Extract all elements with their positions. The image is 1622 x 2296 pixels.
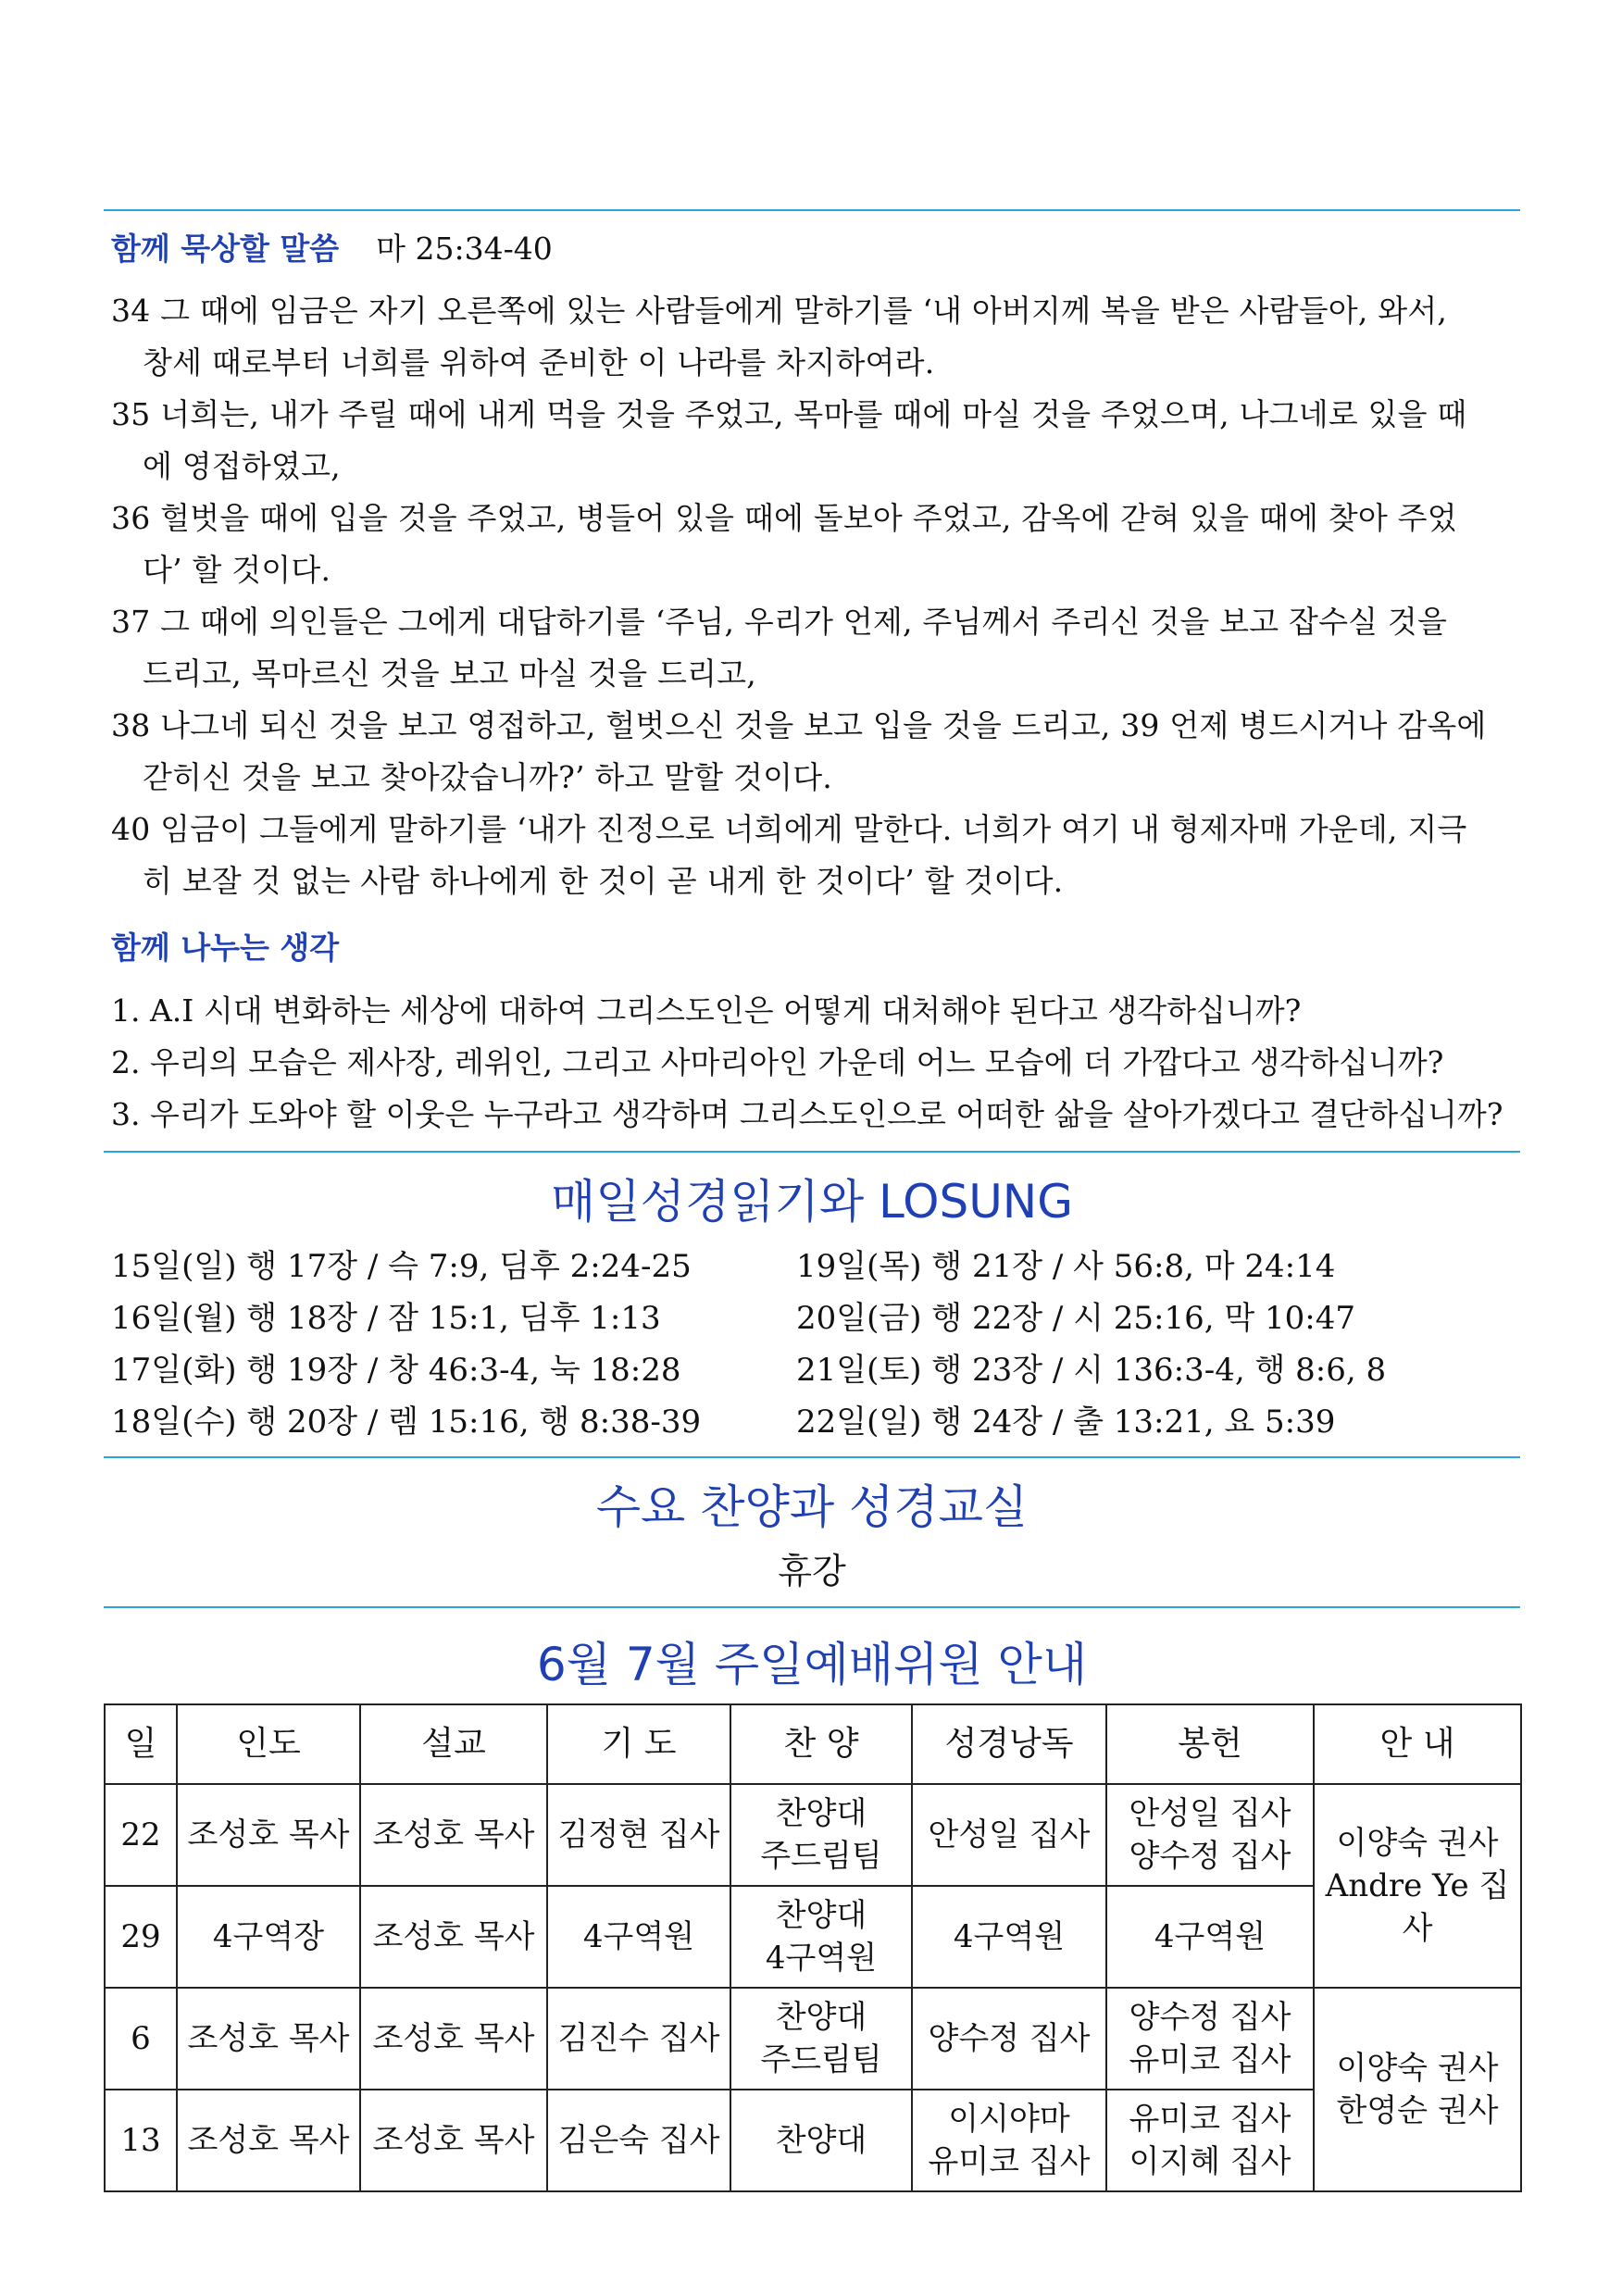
divider bbox=[104, 209, 1520, 211]
cell-line: 주드림팀 bbox=[760, 2041, 882, 2078]
divider bbox=[104, 1606, 1520, 1608]
cell-line: Andre Ye 집사 bbox=[1325, 1867, 1510, 1947]
scripture-reference: 마 25:34-40 bbox=[376, 231, 553, 267]
lead-cell: 조성호 목사 bbox=[177, 1988, 360, 2090]
cell-line: 안성일 집사 bbox=[928, 1816, 1091, 1853]
reading-cell bbox=[912, 1988, 1106, 2090]
usher-cell bbox=[1314, 1988, 1521, 2191]
cell-line: 한영순 권사 bbox=[1336, 2092, 1499, 2129]
offering-cell bbox=[1106, 1988, 1314, 2090]
sharing-heading: 함께 나누는 생각 bbox=[111, 930, 340, 966]
verse-37 bbox=[111, 596, 1518, 700]
verse-line: 갇히신 것을 보고 찾아갔습니까?’ 하고 말할 것이다. bbox=[143, 759, 832, 795]
reading-entry: 16일(월) 행 18장 / 잠 15:1, 딤후 1:13 bbox=[111, 1300, 661, 1337]
cell-line: 찬양대 bbox=[775, 2122, 867, 2159]
verse-line: 드리고, 목마르신 것을 보고 마실 것을 드리고, bbox=[143, 655, 756, 692]
cell-line: 유미코 집사 bbox=[928, 2143, 1091, 2180]
lead-cell: 조성호 목사 bbox=[177, 2090, 360, 2191]
verse-line: 37 그 때에 의인들은 그에게 대답하기를 ‘주님, 우리가 언제, 주님께서 주리신 것을 보고 잡수실 것을 bbox=[111, 604, 1448, 640]
sermon-cell: 조성호 목사 bbox=[360, 2090, 547, 2191]
cell-line: 이양숙 권사 bbox=[1336, 1825, 1499, 1862]
verse-34 bbox=[111, 285, 1518, 389]
praise-cell bbox=[730, 1988, 912, 2090]
verse-line: 34 그 때에 임금은 자기 오른쪽에 있는 사람들에게 말하기를 ‘내 아버지께 복을 받은 사람들아, 와서, bbox=[111, 293, 1448, 329]
table-row bbox=[105, 1988, 1521, 2090]
col-header: 인도 bbox=[177, 1704, 360, 1784]
cell-line: 이지혜 집사 bbox=[1129, 2143, 1291, 2180]
cell-line: 4구역원 bbox=[1154, 1918, 1266, 1955]
reading-title: 매일성경읽기와 LOSUNG bbox=[551, 1175, 1073, 1229]
cell-line: 찬양대 bbox=[775, 1795, 867, 1832]
prayer-cell: 김정현 집사 bbox=[547, 1784, 730, 1886]
lead-cell: 조성호 목사 bbox=[177, 1784, 360, 1886]
divider bbox=[104, 1456, 1520, 1458]
reading-cell bbox=[912, 2090, 1106, 2191]
table-row bbox=[105, 1784, 1521, 1886]
praise-cell bbox=[730, 2090, 912, 2191]
meditation-heading bbox=[111, 225, 553, 268]
offering-cell bbox=[1106, 1886, 1314, 1988]
table-row bbox=[105, 2090, 1521, 2191]
prayer-cell: 김진수 집사 bbox=[547, 1988, 730, 2090]
col-header: 안 내 bbox=[1314, 1704, 1521, 1784]
day-cell: 29 bbox=[105, 1886, 177, 1988]
reading-entry: 18일(수) 행 20장 / 렘 15:16, 행 8:38-39 bbox=[111, 1404, 702, 1441]
day-cell: 13 bbox=[105, 2090, 177, 2191]
wednesday-status: 휴강 bbox=[778, 1551, 846, 1591]
col-header: 일 bbox=[105, 1704, 177, 1784]
reading-entry: 19일(목) 행 21장 / 사 56:8, 마 24:14 bbox=[796, 1248, 1336, 1285]
prayer-cell: 김은숙 집사 bbox=[547, 2090, 730, 2191]
day-cell: 22 bbox=[105, 1784, 177, 1886]
schedule-title: 6월 7월 주일예배위원 안내 bbox=[536, 1638, 1088, 1691]
col-header: 찬 양 bbox=[730, 1704, 912, 1784]
col-header: 설교 bbox=[360, 1704, 547, 1784]
verse-line: 38 나그네 되신 것을 보고 영접하고, 헐벗으신 것을 보고 입을 것을 드리고, 39 언제 병드시거나 감옥에 bbox=[111, 707, 1487, 743]
cell-line: 찬양대 bbox=[775, 1999, 867, 2036]
day-cell: 6 bbox=[105, 1988, 177, 2090]
wednesday-title: 수요 찬양과 성경교실 bbox=[595, 1480, 1029, 1534]
praise-cell bbox=[730, 1886, 912, 1988]
col-header: 봉헌 bbox=[1106, 1704, 1314, 1784]
verse-40 bbox=[111, 804, 1518, 907]
sharing-question: 3. 우리가 도와야 할 이웃은 누구라고 생각하며 그리스도인으로 어떠한 삶을 살아가겠다고 결단하십니까? bbox=[111, 1096, 1503, 1132]
verse-35 bbox=[111, 389, 1518, 493]
prayer-cell: 4구역원 bbox=[547, 1886, 730, 1988]
sermon-cell: 조성호 목사 bbox=[360, 1886, 547, 1988]
meditation-heading-text: 함께 묵상할 말씀 bbox=[111, 231, 340, 267]
col-header: 기 도 bbox=[547, 1704, 730, 1784]
reading-entry: 20일(금) 행 22장 / 시 25:16, 막 10:47 bbox=[796, 1300, 1356, 1337]
cell-line: 4구역원 bbox=[765, 1940, 878, 1977]
cell-line: 양수정 집사 bbox=[1129, 1999, 1291, 2036]
cell-line: 이양숙 권사 bbox=[1336, 2050, 1499, 2087]
sermon-cell: 조성호 목사 bbox=[360, 1988, 547, 2090]
cell-line: 안성일 집사 bbox=[1129, 1795, 1291, 1832]
cell-line: 유미코 집사 bbox=[1129, 2101, 1291, 2138]
verse-38-39 bbox=[111, 700, 1518, 804]
reading-cell bbox=[912, 1886, 1106, 1988]
reading-cell bbox=[912, 1784, 1106, 1886]
sharing-question: 2. 우리의 모습은 제사장, 레위인, 그리고 사마리아인 가운데 어느 모습에 더 가깝다고 생각하십니까? bbox=[111, 1044, 1444, 1080]
divider bbox=[104, 1151, 1520, 1153]
table-header-row bbox=[105, 1704, 1521, 1784]
cell-line: 찬양대 bbox=[775, 1897, 867, 1934]
offering-cell bbox=[1106, 1784, 1314, 1886]
verse-line: 에 영접하였고, bbox=[143, 448, 341, 484]
worship-schedule-table bbox=[104, 1703, 1522, 2192]
cell-line: 양수정 집사 bbox=[928, 2020, 1091, 2057]
sermon-cell: 조성호 목사 bbox=[360, 1784, 547, 1886]
cell-line: 양수정 집사 bbox=[1129, 1838, 1291, 1875]
sharing-question: 1. A.I 시대 변화하는 세상에 대하여 그리스도인은 어떻게 대처해야 된다고 생각하십니까? bbox=[111, 992, 1302, 1029]
praise-cell bbox=[730, 1784, 912, 1886]
lead-cell: 4구역장 bbox=[177, 1886, 360, 1988]
cell-line: 주드림팀 bbox=[760, 1838, 882, 1875]
verse-36 bbox=[111, 493, 1518, 596]
verse-line: 히 보잘 것 없는 사람 하나에게 한 것이 곧 내게 한 것이다’ 할 것이다. bbox=[143, 863, 1064, 899]
cell-line: 유미코 집사 bbox=[1129, 2041, 1291, 2078]
cell-line: 이시야마 bbox=[948, 2101, 1070, 2138]
table-row bbox=[105, 1886, 1521, 1988]
cell-line: 4구역원 bbox=[953, 1918, 1066, 1955]
verse-line: 36 헐벗을 때에 입을 것을 주었고, 병들어 있을 때에 돌보아 주었고, 감옥에 갇혀 있을 때에 찾아 주었 bbox=[111, 500, 1457, 536]
verse-line: 40 임금이 그들에게 말하기를 ‘내가 진정으로 너희에게 말한다. 너희가 여기 내 형제자매 가운데, 지극 bbox=[111, 811, 1467, 847]
offering-cell bbox=[1106, 2090, 1314, 2191]
verse-line: 35 너희는, 내가 주릴 때에 내게 먹을 것을 주었고, 목마를 때에 마실 것을 주었으며, 나그네로 있을 때 bbox=[111, 396, 1467, 432]
usher-cell bbox=[1314, 1784, 1521, 1988]
col-header: 성경낭독 bbox=[912, 1704, 1106, 1784]
reading-entry: 17일(화) 행 19장 / 창 46:3-4, 눅 18:28 bbox=[111, 1352, 681, 1389]
verse-line: 다’ 할 것이다. bbox=[143, 552, 331, 588]
verse-line: 창세 때로부터 너희를 위하여 준비한 이 나라를 차지하여라. bbox=[143, 344, 935, 381]
reading-entry: 22일(일) 행 24장 / 출 13:21, 요 5:39 bbox=[796, 1404, 1336, 1441]
reading-entry: 21일(토) 행 23장 / 시 136:3-4, 행 8:6, 8 bbox=[796, 1352, 1387, 1389]
reading-entry: 15일(일) 행 17장 / 슥 7:9, 딤후 2:24-25 bbox=[111, 1248, 692, 1285]
